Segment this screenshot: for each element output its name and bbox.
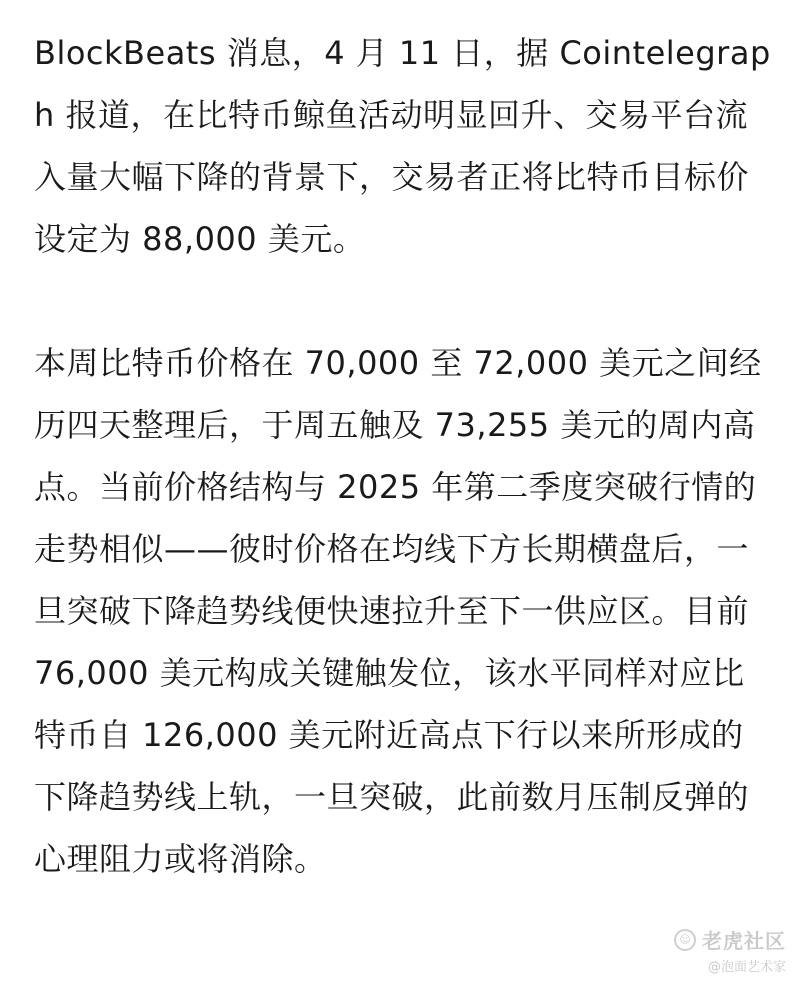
article-body — [34, 22, 774, 890]
watermark — [674, 925, 786, 975]
article-paragraph-2: 本周比特币价格在 70,000 至 72,000 美元之间经历四天整理后，于周五触及 73,255 美元的周内高点。当前价格结构与 2025 年第二季度突破行情的走势相似——彼时价格在均线下方长期横盘后，一旦突破下降趋势线便快速拉升至下一供应区。目前 76,000 美元构成关键触发位，该水平同样对应比特币自 126,000 美元附近高点下行以来所形成的下降趋势线上轨，一旦突破，此前数月压制反弹的心理阻力或将消除。 — [34, 344, 762, 878]
watermark-user: @泡面艺术家 — [707, 960, 786, 975]
tiger-logo-icon: ☺ — [674, 929, 696, 951]
article-paragraph-1: BlockBeats 消息，4 月 11 日，据 Cointelegraph 报道，在比特币鲸鱼活动明显回升、交易平台流入量大幅下降的背景下，交易者正将比特币目标价设定为 88,000 美元。 — [34, 34, 771, 258]
watermark-brand: 老虎社区 — [702, 929, 786, 953]
